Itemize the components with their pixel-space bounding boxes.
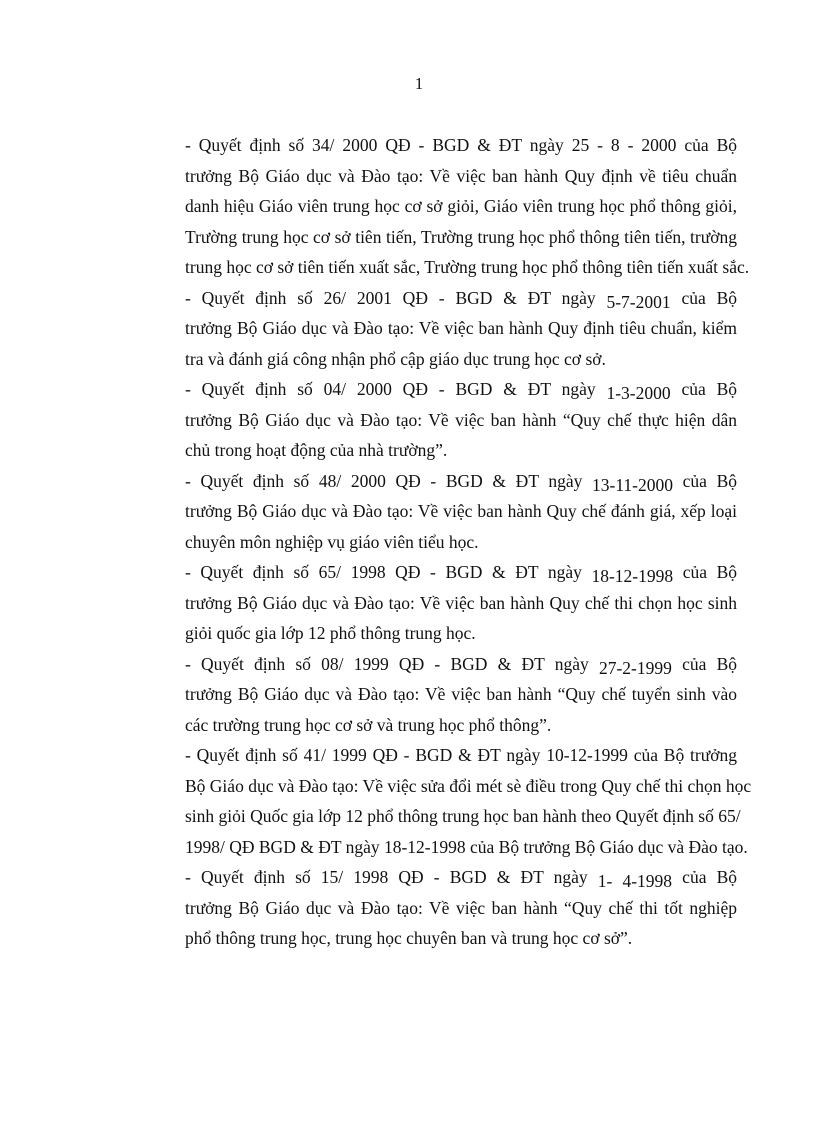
text-line: trưởng Bộ Giáo dục và Đào tạo: Về việc ban hành “Quy chế thi tốt nghiệp <box>185 897 737 918</box>
decision-date: 1- 4-1998 <box>597 871 673 891</box>
decision-prefix: - Quyết định số 08/ 1999 QĐ - BGD & ĐT ngày <box>185 653 589 674</box>
decision-prefix: - Quyết định số 48/ 2000 QĐ - BGD & ĐT ngày <box>185 470 583 491</box>
paragraph-decision-41-1999 <box>137 740 752 862</box>
text-line: tra và đánh giá công nhận phổ cập giáo dục trung học cơ sở. <box>185 348 606 369</box>
text-line: danh hiệu Giáo viên trung học cơ sở giỏi, Giáo viên trung học phổ thông giỏi, <box>185 196 737 216</box>
decision-prefix: - Quyết định số 26/ 2001 QĐ - BGD & ĐT ngày <box>185 287 596 308</box>
decision-date: 27-2-1999 <box>598 657 672 678</box>
decision-prefix: - Quyết định số 65/ 1998 QĐ - BGD & ĐT ngày <box>185 562 582 582</box>
paragraph-decision-26-2001 <box>137 283 737 375</box>
text-line: phổ thông trung học, trung học chuyên ban và trung học cơ sở”. <box>185 928 633 948</box>
text-line: trưởng Bộ Giáo dục và Đào tạo: Về việc ban hành Quy chế thi chọn học sinh <box>185 592 737 613</box>
decision-date: 5-7-2001 <box>606 291 671 312</box>
decision-suffix: của Bộ <box>682 470 738 491</box>
document-body <box>137 130 752 954</box>
paragraph-decision-34-2000 <box>137 130 750 283</box>
text-line <box>137 862 737 893</box>
text-line <box>137 557 737 588</box>
text-line: chủ trong hoạt động của nhà trường”. <box>185 440 448 460</box>
text-line: - Quyết định số 41/ 1999 QĐ - BGD & ĐT ngày 10-12-1999 của Bộ trưởng <box>185 745 737 765</box>
text-line <box>137 649 737 680</box>
text-line: trung học cơ sở tiên tiến xuất sắc, Trường trung học phổ thông tiên tiến xuất sắc. <box>185 257 750 277</box>
text-line: trưởng Bộ Giáo dục và Đào tạo: Về việc ban hành Quy định về tiêu chuẩn <box>185 165 737 186</box>
paragraph-decision-15-1998 <box>137 862 737 954</box>
decision-prefix: - Quyết định số 15/ 1998 QĐ - BGD & ĐT ngày <box>185 867 588 887</box>
decision-suffix: của Bộ <box>682 562 737 582</box>
decision-suffix: của Bộ <box>681 287 737 308</box>
decision-suffix: của Bộ <box>681 379 737 399</box>
text-line: trưởng Bộ Giáo dục và Đào tạo: Về việc ban hành Quy chế đánh giá, xếp loại <box>185 501 737 521</box>
page-number: 1 <box>414 74 424 93</box>
paragraph-decision-04-2000 <box>137 374 737 466</box>
paragraph-decision-65-1998 <box>137 557 737 649</box>
text-line: 1998/ QĐ BGD & ĐT ngày 18-12-1998 của Bộ trưởng Bộ Giáo dục và Đào tạo. <box>185 836 748 857</box>
decision-suffix: của Bộ <box>682 867 737 887</box>
text-line: - Quyết định số 34/ 2000 QĐ - BGD & ĐT ngày 25 - 8 - 2000 của Bộ <box>185 135 737 155</box>
paragraph-decision-48-2000 <box>137 466 737 558</box>
text-line: Bộ Giáo dục và Đào tạo: Về việc sửa đổi mét sè điều trong Quy chế thi chọn học <box>185 775 752 796</box>
text-line: trưởng Bộ Giáo dục và Đào tạo: Về việc ban hành Quy định tiêu chuẩn, kiểm <box>185 318 737 338</box>
text-line <box>137 283 737 314</box>
decision-suffix: của Bộ <box>682 653 737 674</box>
decision-date: 13-11-2000 <box>592 474 674 495</box>
text-line: giỏi quốc gia lớp 12 phổ thông trung học. <box>185 623 476 643</box>
decision-prefix: - Quyết định số 04/ 2000 QĐ - BGD & ĐT ngày <box>185 379 596 399</box>
decision-date: 1-3-2000 <box>606 383 671 403</box>
text-line: Trường trung học cơ sở tiên tiến, Trường trung học phổ thông tiên tiến, trường <box>185 226 737 247</box>
text-line: chuyên môn nghiệp vụ giáo viên tiểu học. <box>185 531 479 552</box>
text-line: sinh giỏi Quốc gia lớp 12 phổ thông trung học ban hành theo Quyết định số 65/ <box>185 806 741 826</box>
text-line <box>137 466 737 497</box>
text-line: trưởng Bộ Giáo dục và Đào tạo: Về việc ban hành “Quy chế tuyển sinh vào <box>185 684 737 704</box>
decision-date: 18-12-1998 <box>591 566 674 586</box>
text-line: các trường trung học cơ sở và trung học phổ thông”. <box>185 714 552 735</box>
paragraph-decision-08-1999 <box>137 649 737 741</box>
text-line: trưởng Bộ Giáo dục và Đào tạo: Về việc ban hành “Quy chế thực hiện dân <box>185 409 737 430</box>
text-line <box>137 374 737 405</box>
